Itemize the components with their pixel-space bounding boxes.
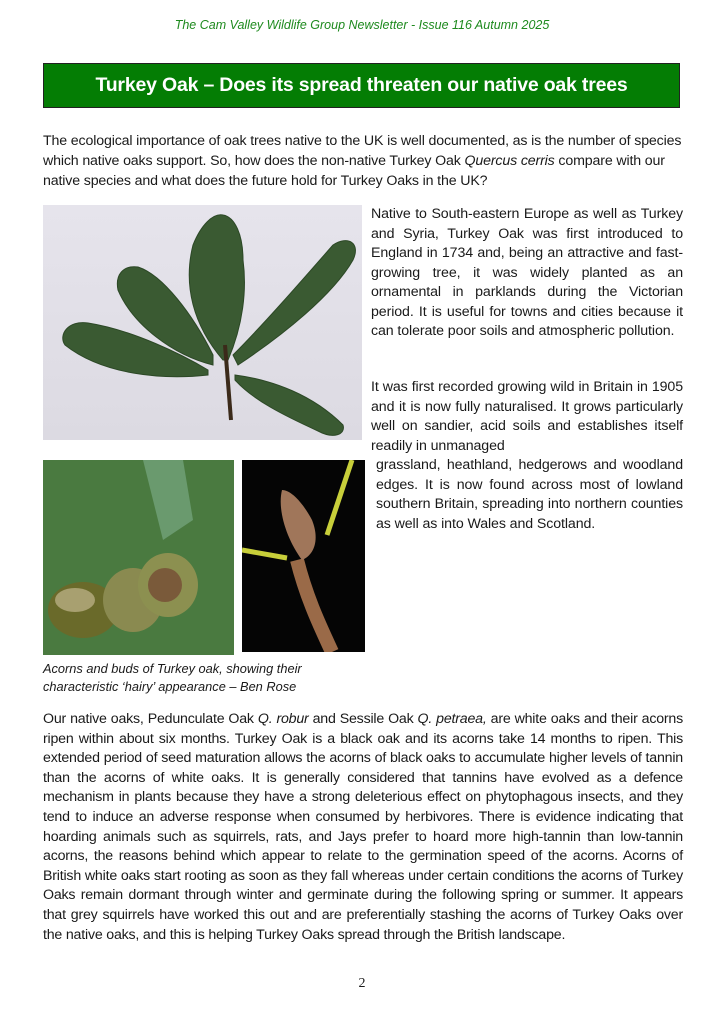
species-petraea: Q. petraea, — [417, 711, 487, 727]
tannin-text-1: Our native oaks, Pedunculate Oak — [43, 711, 258, 727]
newsletter-header: The Cam Valley Wildlife Group Newsletter - Issue 116 Autumn 2025 — [174, 18, 550, 32]
bud-illustration — [242, 460, 365, 652]
intro-paragraph — [43, 131, 683, 191]
tannin-text-3: are white oaks and their acorns ripen within about six months. Turkey Oak is a black oak and its acorns take 14 months to ripen. This extended period of seed maturation allows the acorns of black oaks to accumulate higher levels of tannin than the acorns of white oaks. It is generally considered that tannins have evolved as a defence mechanism in plants because they have a strong deleterious effect on phytophagous insects, and they tend to induce an adverse response when consumed by herbivores. There is evidence indicating that hoarding animals such as squirrels, rats, and Jays prefer to hoard more high-tannin than low-tannin acorns, the reasons behind which appear to relate to the germination speed of the acorns. Acorns of British white oaks start rooting as soon as they fall whereas under certain conditions the acorns of Turkey Oaks remain dormant through winter and germinate during the following spring or summer. It appears that grey squirrels have worked this out and are preferentially stashing the acorns of Turkey Oaks over the native oaks, and this is helping Turkey Oaks spread through the British landscape. — [43, 711, 684, 943]
article-title-box — [43, 63, 680, 108]
paragraph-origin: Native to South-eastern Europe as well as Turkey and Syria, Turkey Oak was first introduced to England in 1734 and, being an attractive and fast-growing tree, it was widely planted as an ornamental in parklands during the Victorian period. It is useful for towns and cities because it can tolerate poor soils and atmospheric pollution. — [371, 206, 683, 339]
bud-photo — [242, 460, 365, 652]
article-title: Turkey Oak – Does its spread threaten our native oak trees — [95, 74, 628, 96]
acorn-illustration — [43, 460, 234, 655]
paragraph-naturalised-b: grassland, heathland, hedgerows and woodland edges. It is now found across most of lowland southern Britain, spreading into northern counties as well as into Wales and Scotland. — [376, 457, 683, 532]
page-number: 2 — [358, 976, 366, 991]
paragraph-naturalised-a: It was first recorded growing wild in Britain in 1905 and it is now fully naturalised. It grows particularly well on sandier, acid soils and establishes itself readily in unmanaged — [371, 379, 683, 454]
photo-caption: Acorns and buds of Turkey oak, showing their characteristic ‘hairy’ appearance – Ben Rose — [43, 661, 302, 694]
leaf-illustration — [43, 205, 362, 440]
paragraph-tannin — [43, 710, 683, 945]
tannin-text-2: and Sessile Oak — [308, 711, 418, 727]
intro-text: The ecological importance of oak trees native to the UK is well documented, as is the number of species which native oaks support. So, how does the non-native Turkey Oak — [43, 133, 682, 169]
turkey-oak-leaf-photo — [43, 205, 362, 440]
species-name: Quercus cerris — [464, 153, 555, 169]
acorn-photo — [43, 460, 234, 655]
species-robur: Q. robur — [257, 711, 309, 727]
intro-text-end: compare with our native species and what does the future hold for Turkey Oaks in the UK? — [43, 153, 665, 189]
